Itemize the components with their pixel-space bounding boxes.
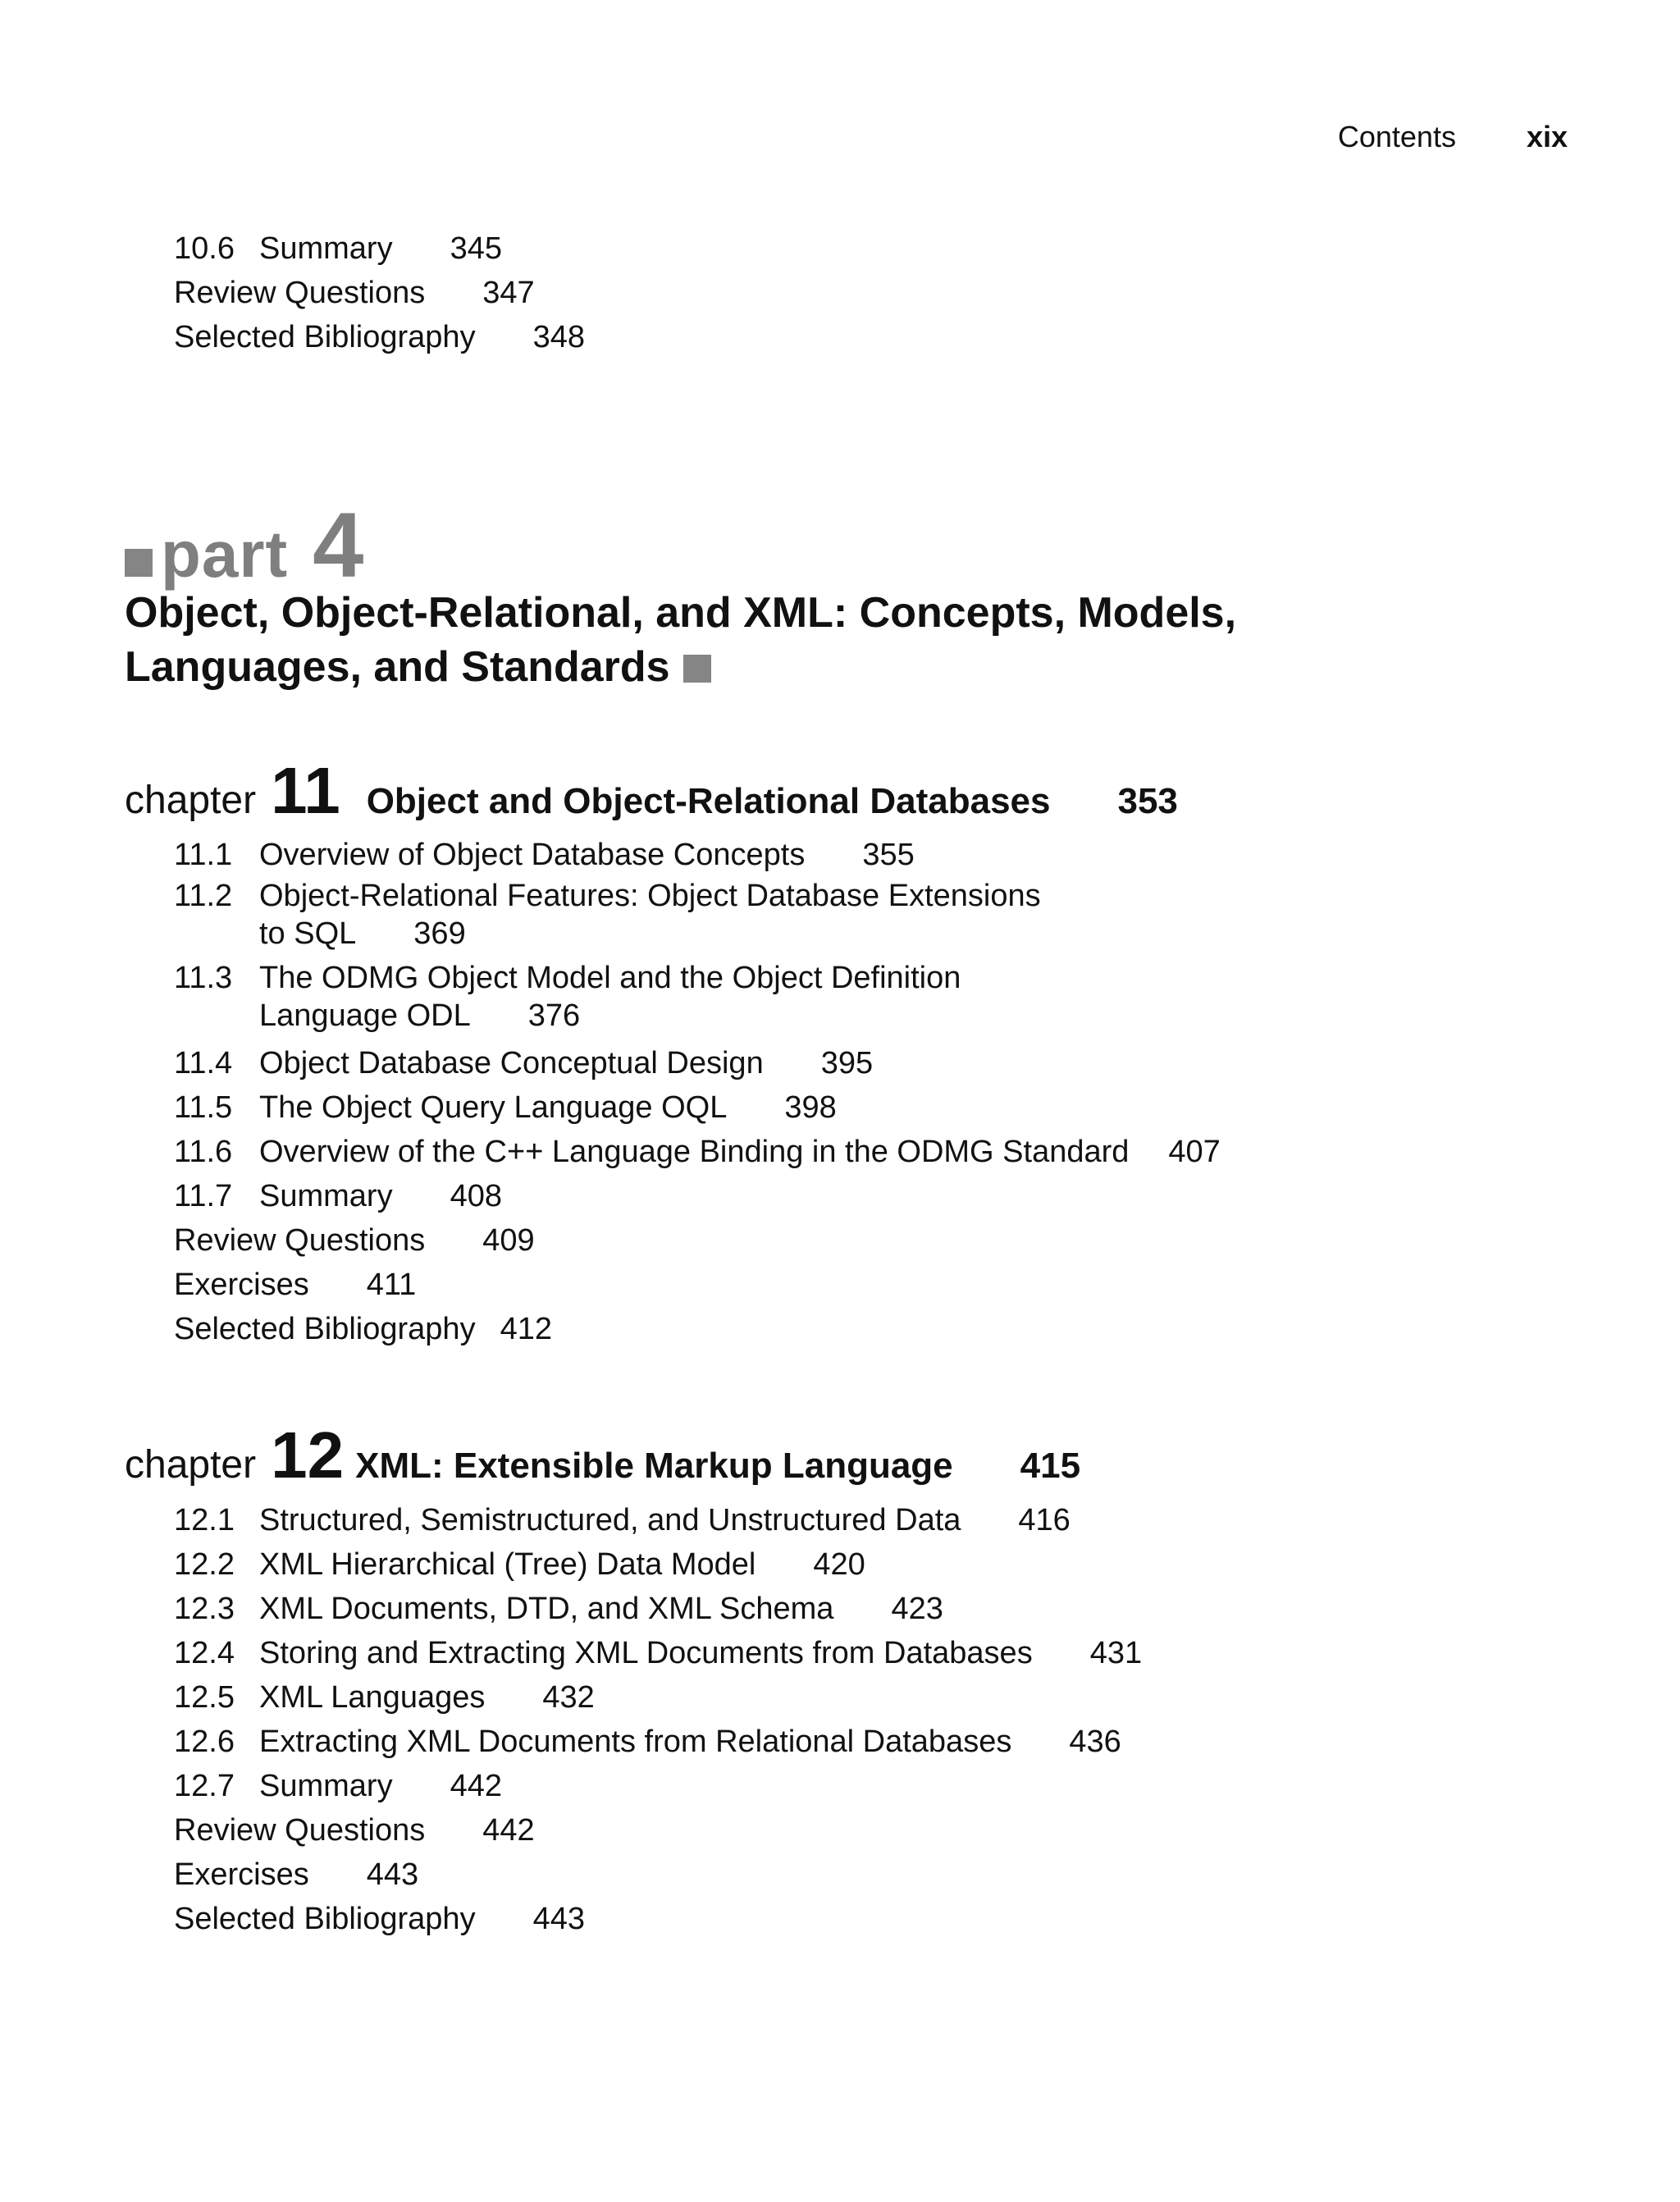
entry-page: 395 bbox=[820, 1046, 874, 1080]
entry-page: 432 bbox=[542, 1680, 595, 1715]
toc-entry[interactable] bbox=[174, 1542, 1142, 1587]
chapter-number: 11 bbox=[271, 754, 340, 827]
entry-title: The ODMG Object Model and the Object Definition bbox=[259, 961, 961, 995]
entry-number: 12.1 bbox=[174, 1503, 235, 1537]
part-title bbox=[125, 586, 1236, 694]
chapter-12-entries bbox=[174, 1498, 1142, 1941]
entry-page: 443 bbox=[366, 1857, 419, 1892]
entry-title: Exercises bbox=[174, 1268, 309, 1302]
entry-page: 369 bbox=[413, 916, 466, 951]
toc-entry[interactable] bbox=[174, 1808, 1142, 1853]
entry-title: Overview of the C++ Language Binding in the ODMG Standard bbox=[259, 1135, 1130, 1169]
entry-title: Structured, Semistructured, and Unstructured Data bbox=[259, 1503, 961, 1537]
chapter-page: 353 bbox=[1117, 781, 1178, 821]
entry-title: Object Database Conceptual Design bbox=[259, 1046, 764, 1080]
chapter-12-heading[interactable] bbox=[125, 1418, 1080, 1493]
entry-title: Extracting XML Documents from Relational Databases bbox=[259, 1725, 1012, 1759]
entry-page: 431 bbox=[1089, 1636, 1143, 1670]
entry-page: 398 bbox=[784, 1090, 837, 1125]
entry-title: Overview of Object Database Concepts bbox=[259, 838, 806, 872]
entry-number: 11.5 bbox=[174, 1090, 233, 1125]
entry-page: 442 bbox=[450, 1769, 502, 1803]
entry-title: Exercises bbox=[174, 1857, 309, 1892]
toc-entry[interactable] bbox=[174, 1631, 1142, 1675]
toc-entry[interactable] bbox=[174, 226, 585, 271]
entry-page: 348 bbox=[532, 320, 585, 354]
entry-title: Object-Relational Features: Object Database Extensions bbox=[259, 879, 1041, 913]
chapter-11-heading[interactable] bbox=[125, 753, 1178, 829]
toc-entry[interactable] bbox=[174, 1720, 1142, 1764]
entry-title: Selected Bibliography bbox=[174, 1902, 476, 1936]
entry-page: 376 bbox=[527, 998, 581, 1033]
toc-entry[interactable] bbox=[174, 315, 585, 359]
entry-number: 12.2 bbox=[174, 1547, 235, 1582]
toc-entry[interactable] bbox=[174, 1764, 1142, 1808]
chapter-label: chapter bbox=[125, 779, 257, 822]
chapter-title: Object and Object-Relational Databases bbox=[366, 781, 1051, 821]
chapter-title: XML: Extensible Markup Language bbox=[355, 1446, 953, 1486]
entry-title: Summary bbox=[259, 1769, 393, 1803]
entry-page: 411 bbox=[366, 1268, 417, 1302]
entry-number: 11.2 bbox=[174, 879, 233, 913]
part-title-line-1: Object, Object-Relational, and XML: Concepts, Models, bbox=[125, 589, 1237, 637]
entry-page: 355 bbox=[862, 838, 915, 872]
toc-entry[interactable] bbox=[174, 271, 585, 315]
running-head-section: Contents bbox=[1337, 120, 1456, 153]
entry-page: 416 bbox=[1018, 1503, 1071, 1537]
chapter-number: 12 bbox=[271, 1419, 345, 1492]
entry-number: 10.6 bbox=[174, 231, 235, 266]
part-title-line-2: Languages, and Standards bbox=[125, 643, 670, 691]
entry-number: 12.6 bbox=[174, 1725, 235, 1759]
entry-page: 443 bbox=[532, 1902, 585, 1936]
entry-title: Storing and Extracting XML Documents from Databases bbox=[259, 1636, 1033, 1670]
entry-number: 12.4 bbox=[174, 1636, 235, 1670]
toc-entry[interactable] bbox=[174, 1675, 1142, 1720]
entry-title: Summary bbox=[259, 231, 393, 266]
entry-page: 407 bbox=[1168, 1135, 1221, 1169]
entry-number: 11.6 bbox=[174, 1135, 233, 1169]
entry-title: XML Languages bbox=[259, 1680, 486, 1715]
part-number: 4 bbox=[313, 494, 364, 596]
toc-entry[interactable] bbox=[174, 1263, 1221, 1307]
toc-entry[interactable] bbox=[174, 1174, 1221, 1218]
entry-title: Review Questions bbox=[174, 1223, 426, 1258]
toc-entry[interactable] bbox=[174, 877, 1221, 953]
toc-entry[interactable] bbox=[174, 1498, 1142, 1542]
entry-page: 409 bbox=[482, 1223, 535, 1258]
toc-entry[interactable] bbox=[174, 1307, 1221, 1351]
square-bullet-icon bbox=[125, 549, 153, 577]
entry-title: XML Documents, DTD, and XML Schema bbox=[259, 1592, 834, 1626]
entry-page: 412 bbox=[500, 1312, 552, 1346]
entry-title: Review Questions bbox=[174, 1813, 426, 1848]
entry-number: 11.4 bbox=[174, 1046, 233, 1080]
square-end-mark-icon bbox=[683, 655, 711, 683]
part-label: part bbox=[161, 518, 289, 591]
toc-entry[interactable] bbox=[174, 1041, 1221, 1085]
entry-number: 12.3 bbox=[174, 1592, 235, 1626]
toc-entry[interactable] bbox=[174, 1853, 1142, 1897]
entry-title-continued: to SQL bbox=[259, 916, 357, 951]
chapter-11-entries bbox=[174, 833, 1221, 1351]
toc-entry[interactable] bbox=[174, 1587, 1142, 1631]
entry-title: XML Hierarchical (Tree) Data Model bbox=[259, 1547, 756, 1582]
chapter-label: chapter bbox=[125, 1443, 257, 1487]
entry-number: 12.5 bbox=[174, 1680, 235, 1715]
toc-entry[interactable] bbox=[174, 1130, 1221, 1174]
chapter-10-tail bbox=[174, 226, 585, 359]
entry-title: The Object Query Language OQL bbox=[259, 1090, 728, 1125]
entry-title: Summary bbox=[259, 1179, 393, 1213]
running-head bbox=[1338, 120, 1568, 154]
part-heading bbox=[125, 492, 1236, 694]
entry-page: 423 bbox=[891, 1592, 943, 1626]
toc-entry[interactable] bbox=[174, 959, 1221, 1035]
entry-title: Selected Bibliography bbox=[174, 1312, 476, 1346]
toc-entry[interactable] bbox=[174, 1085, 1221, 1130]
entry-number: 11.1 bbox=[174, 838, 233, 872]
entry-number: 11.7 bbox=[174, 1179, 233, 1213]
entry-page: 408 bbox=[450, 1179, 502, 1213]
entry-page: 345 bbox=[450, 231, 502, 266]
page-folio: xix bbox=[1526, 120, 1568, 153]
toc-entry[interactable] bbox=[174, 833, 1221, 877]
entry-title: Review Questions bbox=[174, 276, 426, 310]
entry-number: 11.3 bbox=[174, 961, 233, 995]
entry-number: 12.7 bbox=[174, 1769, 235, 1803]
entry-title: Selected Bibliography bbox=[174, 320, 476, 354]
entry-page: 436 bbox=[1069, 1725, 1121, 1759]
entry-title-continued: Language ODL bbox=[259, 998, 471, 1033]
entry-page: 347 bbox=[482, 276, 535, 310]
toc-entry[interactable] bbox=[174, 1897, 1142, 1941]
entry-page: 420 bbox=[813, 1547, 865, 1582]
chapter-page: 415 bbox=[1020, 1446, 1081, 1486]
toc-entry[interactable] bbox=[174, 1218, 1221, 1263]
entry-page: 442 bbox=[482, 1813, 535, 1848]
